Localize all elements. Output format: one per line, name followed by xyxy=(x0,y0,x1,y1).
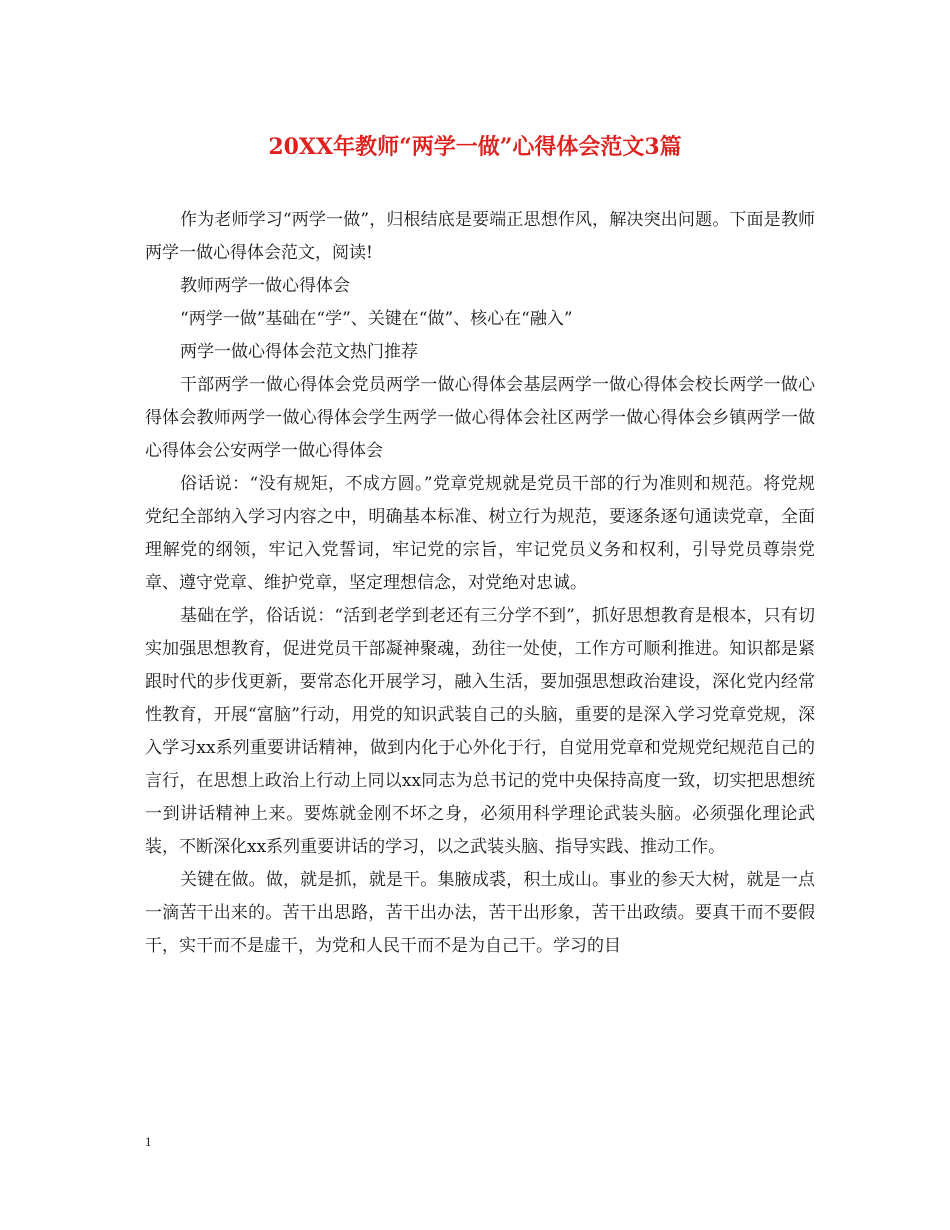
document-body xyxy=(145,204,815,963)
body-paragraph: 俗话说：“没有规矩，不成方圆。”党章党规就是党员干部的行为准则和规范。将党规党纪全部纳入学习内容之中，明确基本标准、树立行为规范，要逐条逐句通读党章，全面理解党的纲领，牢记入党誓词，牢记党的宗旨，牢记党员义务和权利，引导党员尊崇党章、遵守党章、维护党章，坚定理想信念，对党绝对忠诚。 xyxy=(145,474,815,593)
intro-paragraph: 作为老师学习“两学一做”，归根结底是要端正思想作风，解决突出问题。下面是教师两学一做心得体会范文，阅读! xyxy=(145,210,815,263)
recommend-list: 干部两学一做心得体会党员两学一做心得体会基层两学一做心得体会校长两学一做心得体会教师两学一做心得体会学生两学一做心得体会社区两学一做心得体会乡镇两学一做心得体会公安两学一做心得体会 xyxy=(145,375,815,461)
document-title: 20XX年教师“两学一做”心得体会范文3篇 xyxy=(268,134,682,160)
body-paragraph: 基础在学，俗话说：“活到老学到老还有三分学不到”，抓好思想教育是根本，只有切实加强思想教育，促进党员干部凝神聚魂，劲往一处使，工作方可顺利推进。知识都是紧跟时代的步伐更新，要常态化开展学习，融入生活，要加强思想政治建设，深化党内经常性教育，开展“富脑”行动，用党的知识武装自己的头脑，重要的是深入学习党章党规，深入学习xx系列重要讲话精神，做到内化于心外化于行，自觉用党章和党规党纪规范自己的言行，在思想上政治上行动上同以xx同志为总书记的党中央保持高度一致，切实把思想统一到讲话精神上来。要炼就金刚不坏之身，必须用科学理论武装头脑。必须强化理论武装，不断深化xx系列重要讲话的学习，以之武装头脑、指导实践、推动工作。 xyxy=(145,606,815,857)
page-number: 1 xyxy=(145,1134,152,1149)
body-paragraph: 关键在做。做，就是抓，就是干。集腋成裘，积土成山。事业的参天大树，就是一点一滴苦干出来的。苦干出思路，苦干出办法，苦干出形象，苦干出政绩。要真干而不要假干，实干而不是虚干，为党和人民干而不是为自己干。学习的目 xyxy=(145,870,815,956)
section-heading: 教师两学一做心得体会 xyxy=(180,276,350,296)
subtitle-line: “两学一做”基础在“学”、关键在“做”、核心在“融入” xyxy=(180,309,573,329)
recommend-heading: 两学一做心得体会范文热门推荐 xyxy=(180,342,418,362)
